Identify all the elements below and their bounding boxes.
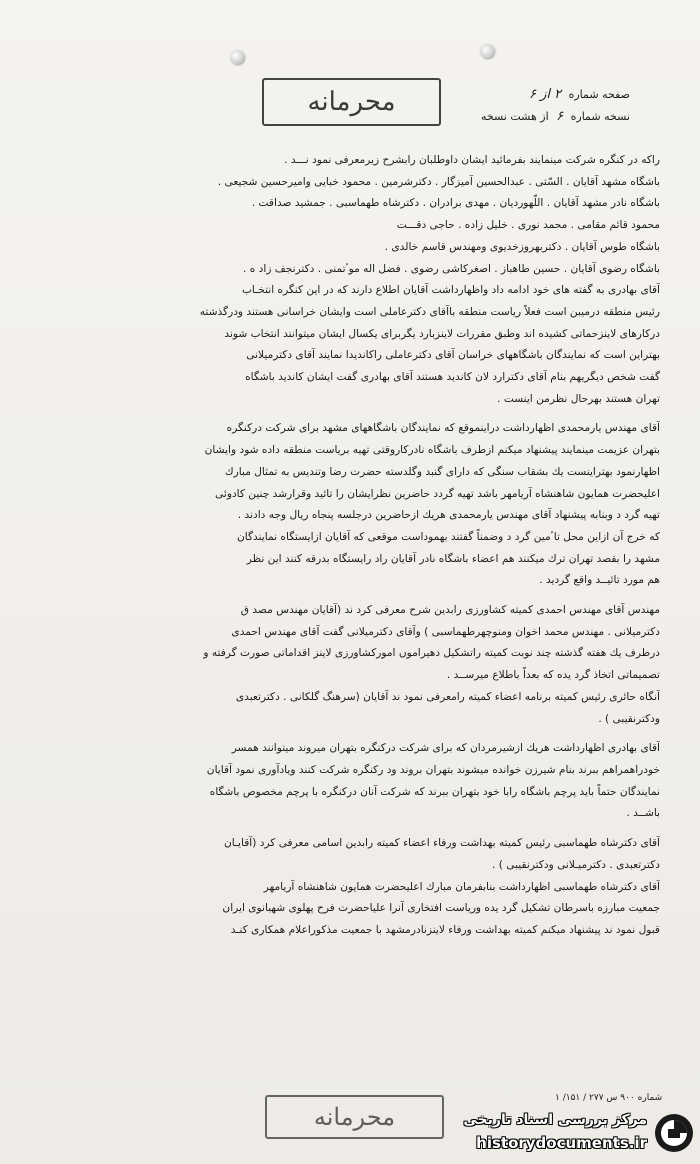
text-line: درکارهای لاینزحماتی کشیده اند وطبق مقررات لاینزبارد یگربرای یکسال ایشان میتوانند انتخاب شوند	[224, 327, 660, 340]
text-line: جمعیت مبارزه باسرطان تشکیل گرد یده وریاست افتخاری آنرا علیاحضرت فرح پهلوی شهبانوی ایران	[222, 902, 660, 915]
text-line: باشگاه نادر مشهد آقایان . اللّهوردیان . مهدی برادران . دکترشاه طهماسبی . جمشید صداقت .	[251, 197, 660, 210]
text-line: آقای دکترشاه طهماسبی اظهارداشت بنابفرمان مبارك اعلیحضرت همایون شاهنشاه آریامهر	[263, 880, 660, 893]
copy-handwritten: ۶	[556, 109, 564, 124]
page-number-line	[420, 84, 630, 106]
text-line: باشــد .	[626, 807, 660, 820]
text-line: رئیس منطقه درمیبن است فعلاً ریاست منطقه باآقای دکترعاملی است وایشان خراسانی هستند ودرگذشته	[199, 305, 660, 318]
paragraph-gap	[40, 410, 660, 418]
page-label: صفحه شماره	[568, 88, 630, 101]
text-line: محمود قائم مقامی . محمد نوری . خلیل زاده . حاجی دقـــت	[396, 219, 660, 232]
text-line: باشگاه رضوی آقایان . حسین طاهباز . اصغرکاشی رضوی . فضل اله موٴتمنی . دکترنجف زاد ه .	[243, 262, 660, 275]
text-line: گفت شخص دیگریهم بنام آقای دکترارد لان کاندید هستند آقای بهادری گفت ایشان کاندید باشگاه	[245, 371, 660, 384]
text-line: آنگاه حائری رئیس کمیته برنامه اعضاء کمیته رامعرفی نمود ند آقایان (سرهنگ گلکانی . دکترتعبدی	[235, 690, 660, 703]
text-line: نمایندگان حتماً باید پرچم باشگاه رابا خود بتهران ببرند که شرکت آنان درکنگره با پرچم مخصوص باشگاه	[209, 785, 660, 798]
text-line: بهتراین است که نمایندگان باشگاههای خراسان آقای دکترعاملی راکاندیدا نمایند آقای دکترمیلانی	[246, 349, 660, 362]
watermark-url[interactable]: historydocuments.ir	[476, 1134, 647, 1152]
archive-logo-icon	[653, 1112, 695, 1154]
text-line: دکترتعبدی . دکترمیـلانی ودکترنقیبی ) .	[492, 858, 660, 871]
paragraph-gap	[40, 825, 660, 833]
text-line: ودکترنقیبی ) .	[598, 712, 660, 725]
text-line: باشگاه مشهد آقایان . السّتی . عبدالحسین آمیزگار . دکترشرمین . محمود خبایی وامیرحسین شجیعی .	[217, 175, 660, 188]
text-line: تهیه گرد د وبنابه پیشنهاد آقای مهندس یارمحمدی هریك ازحاضرین درجلسه پنجاه ریال وجه دادند .	[237, 509, 660, 522]
text-line: تصمیماتی اتخاذ گرد یده که بعداً باطلاع میرســد .	[446, 669, 660, 682]
watermark-title: مرکز بررسی اسناد تاریخی	[463, 1112, 647, 1128]
text-line: مشهد را بقصد تهران ترك میکنند هم اعضاء باشگاه نادر آقایان راد رایستگاه بدرقه کنند این نظر	[246, 552, 660, 565]
pin-icon	[480, 44, 494, 58]
text-line: هم مورد تائیــد واقع گردید .	[539, 574, 660, 587]
paragraph-gap	[40, 592, 660, 600]
text-line: درطرف یك هفته گذشته چند نوبت کمیته راتشکیل دهیراموں امورکشاورزی لاینز اقداماتی صورت گرفته و	[203, 647, 660, 660]
confidential-stamp: محرمانه	[262, 78, 441, 126]
page-handwritten: ۲ از ۶	[528, 87, 562, 102]
copy-number-line	[420, 106, 630, 128]
copy-label: نسخه شماره	[570, 110, 630, 123]
reference-code: شماره ۹۰۰ س ۲۷۷ / ۱۵۱/ ۱	[555, 1093, 663, 1103]
confidential-stamp-bottom: محرمانه	[265, 1095, 444, 1139]
text-line: تهران هستند بهرحال نظرمن اینست .	[497, 392, 660, 405]
page-header	[420, 84, 630, 128]
document-body	[40, 150, 660, 942]
text-line: اظهارنمود بهتراینست یك بشقاب سنگی که دارای گنبد وگلدسته حضرت رضا وتندیس به تمثال مبارك	[224, 465, 660, 478]
paragraph-gap	[40, 730, 660, 738]
text-line: که خرج آن ازاین محل تاٴمین گرد د وضمناً گفتند بهموداست موقعی که آقایان ازایستگاه نمایندگان	[236, 530, 660, 543]
text-line: آقای مهندس یارمحمدی اظهارداشت دراینموقع که نمایندگان باشگاههای مشهد برای شرکت درکنگره	[226, 422, 660, 435]
text-line: بتهران عزیمت مینمایند پیشنهاد میکنم ازطرف باشگاه نادرکاروقتی تهیه بریاست منطقه داده شود وایشان	[204, 444, 660, 457]
text-line: راکه در کنگره شرکت مینمایند بفرمائید ایشان داوطلبان رابشرح زیرمعرفی نمود نـــد .	[284, 154, 660, 166]
text-line: اعلیحضرت همایون شاهنشاه آریامهر باشد تهیه گردد حاضرین نظرایشان را تائید وقرارشد چنین کادوئی	[215, 487, 660, 500]
text-line: آقای بهادری به گفته های خود ادامه داد واظهارداشت آقایان اطلاع دارند که در این کنگره انتخـاب	[241, 284, 660, 297]
watermark	[440, 1110, 695, 1160]
text-line: خودراهمراهم ببرند بنام شیرزن خوانده میشوند بتهران بروند ود رکنگره شرکت کنند ویادآوری نمود آقایان	[206, 763, 660, 776]
text-line: آقای بهادری اظهارداشت هریك ازشیرمردان که برای شرکت درکنگره بتهران میروند میتوانند همسر	[231, 742, 660, 755]
pin-icon	[230, 50, 244, 64]
text-line: باشگاه طوس آقایان . دکتربهروزخدیوی ومهندس قاسم خالدی .	[384, 240, 660, 253]
text-line: دکترمیلانی . مهندس محمد اخوان ومنوچهرطهماسبی ) وآقای دکترمیلانی گفت آقای مهندس احمدی	[231, 625, 660, 638]
text-line: قبول نمود ند پیشنهاد میکنم کمیته بهداشت ورفاء لاینزنادرمشهد با جمعیت مذکوراعلام همکاری کنـد	[230, 923, 660, 936]
text-line: مهندس آقای مهندس احمدی کمیته کشاورزی رابدین شرح معرفی کرد ند (آقایان مهندس مصد ق	[240, 604, 660, 617]
text-line: آقای دکترشاه طهماسبی رئیس کمیته بهداشت ورفاء اعضاء کمیته رابدین اسامی معرفی کرد (آقایـان	[223, 837, 660, 850]
copy-suffix: از هشت نسخه	[480, 110, 549, 123]
